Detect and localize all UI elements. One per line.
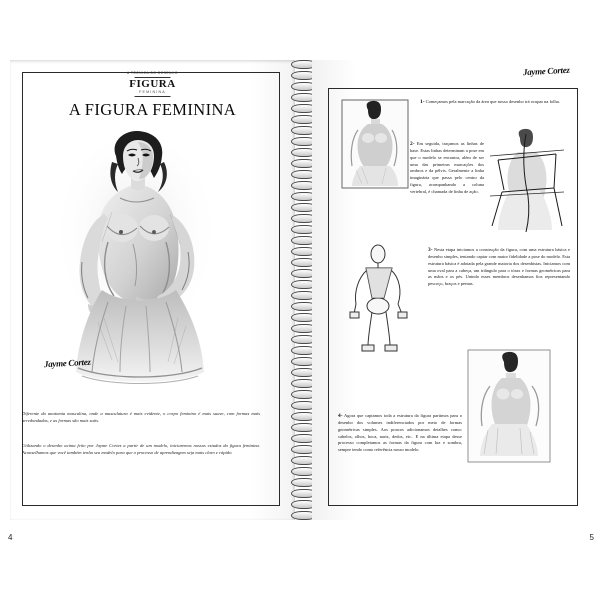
- step-4-body: Agora que captamos toda a estrutura da figura partimos para o desenho dos volumes indiferenciados por meio de formas geométricas simples. Aos poucos adicionamos detalhes como: cabelos, olhos, boca, nariz, dedos, etc.. E na última etapa desse processo completamos as formas da figura com luz e sombra, sempre tendo como referência nosso modelo.: [338, 413, 462, 453]
- step-3-body: Nesta etapa iniciamos a construção da figura, com uma estrutura básica e desenho simples, tentando captar com maior fidelidade a pose do modelo. Esta estrutura básica é adotada pela grande maioria dos desenhistas. Iniciamos com uma oval para a cabeça, um triângulo para o tórax e formas geométricas para as mãos e os pés. Unindo esses membros desenhamos fios representando pescoço, braços e pernas.: [428, 247, 570, 287]
- logo-sub-word: FEMININA: [139, 89, 166, 94]
- step-1-body: Começamos pela marcação da área que nosso desenho irá ocupar na folha.: [425, 99, 560, 104]
- folio-right: 5: [589, 533, 594, 542]
- left-paragraph-2: Utilizando o desenho acima feito por Jayme Cortez a partir de um modelo, iniciaremos nossos estudos da figura feminina. Aconselhamos que você também tenha seu modelo para que o processo de aprendizagem seja mais claro e rápido.: [22, 443, 260, 456]
- step-2-body: Em seguida, traçamos as linhas de base. Estas linhas determinam a pose em que o modelo se encontra, além de ser uma das primeiras marcações dos ombros e da pélvis. Geralmente a linha imaginária que passa pelo centro da figura, acompanhando a coluna vertebral, é chamada de linha de ação.: [410, 141, 485, 194]
- step1-sketch: [338, 96, 412, 192]
- book-logo: [127, 72, 178, 99]
- left-paragraph-1: Diferente da anatomia masculina, onde a musculatura é mais evidente, o corpo feminino é mais suave, com formas mais arredondadas, e as formas são mais sutis.: [22, 411, 260, 424]
- step-3-number: 3-: [428, 247, 433, 253]
- left-page: [8, 60, 295, 542]
- author-signature-right: Jayme Cortez: [523, 64, 571, 78]
- step2-sketch: [484, 126, 568, 238]
- step-3-text: [428, 246, 570, 288]
- page-title: A FIGURA FEMININA: [68, 100, 237, 119]
- illustration-signature: Jayme Cortez: [43, 356, 91, 370]
- step-4-text: [338, 412, 462, 454]
- folio-left: 4: [8, 533, 13, 542]
- step3-sketch: [340, 242, 420, 354]
- step-1-text: [420, 98, 570, 106]
- right-page: [312, 60, 594, 542]
- logo-top-line: A TÉCNICA DO DESENHO: [127, 71, 178, 75]
- step-2-number: 2-: [410, 141, 415, 147]
- logo-main-word: FIGURA: [129, 78, 176, 91]
- step4-sketch: [466, 348, 552, 464]
- step-2-text: [410, 140, 484, 195]
- step-4-number: 4-: [338, 413, 343, 419]
- logo-rule-bottom: [134, 96, 170, 97]
- step-1-number: 1-: [420, 99, 425, 105]
